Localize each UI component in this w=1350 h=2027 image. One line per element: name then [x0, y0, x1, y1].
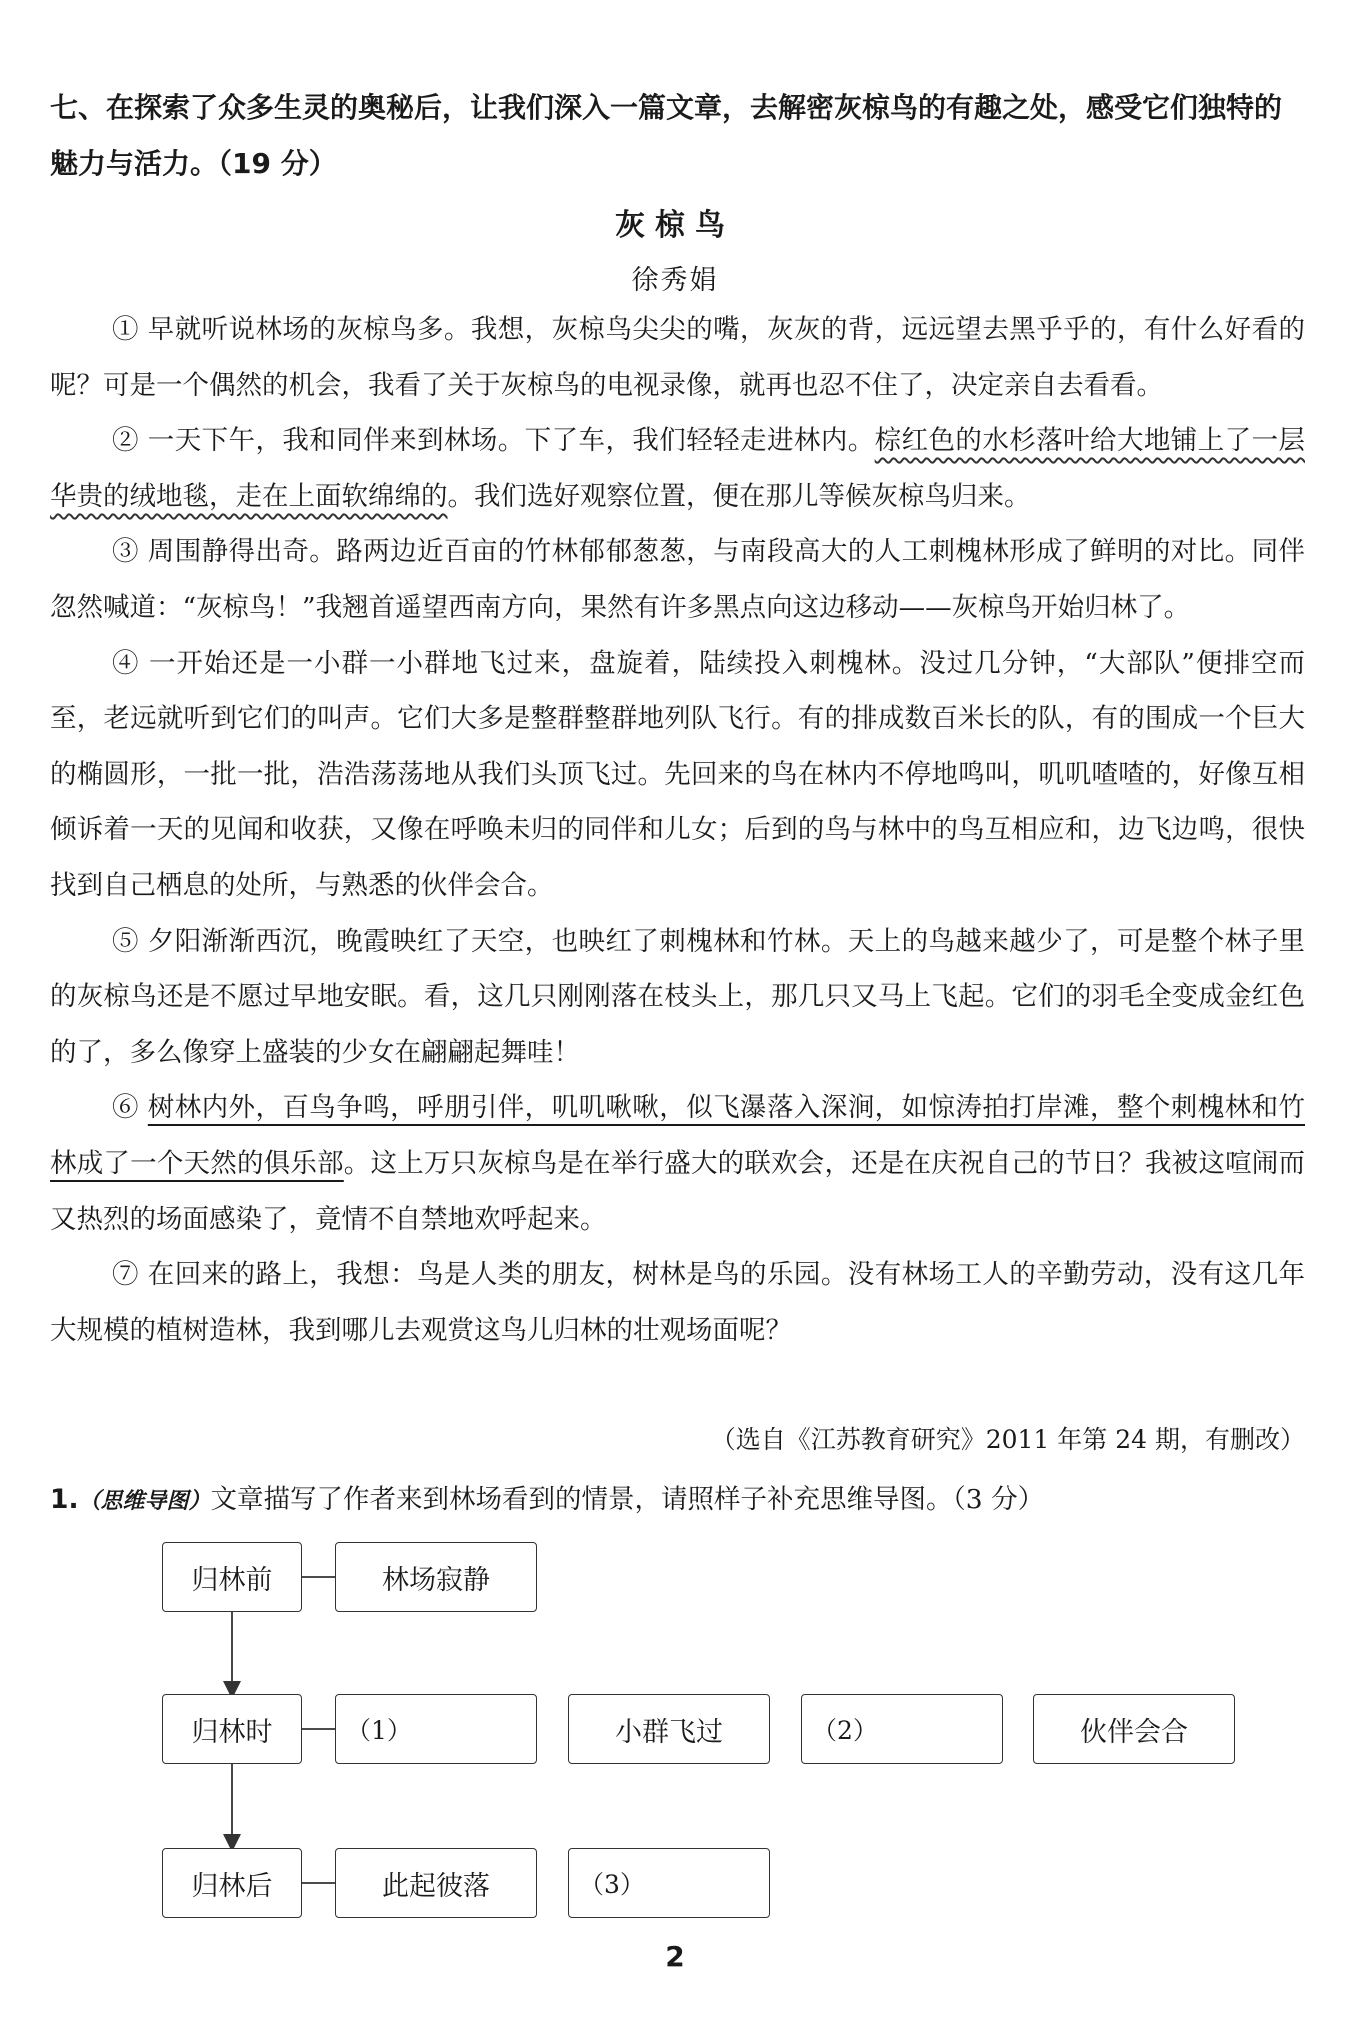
mindmap-item-join-companions: 伙伴会合	[1033, 1694, 1235, 1764]
paragraph-2-start: ② 一天下午，我和同伴来到林场。下了车，我们轻轻走进林内。	[112, 425, 875, 457]
mindmap-blank-3[interactable]: （3）	[568, 1848, 770, 1918]
mindmap-item-quiet-forest: 林场寂静	[335, 1542, 537, 1612]
paragraph-6-end: 。这上万只灰椋鸟是在举行盛大的联欢会，还是在庆祝自己的节日？我被这喧闹而又热烈的场面感染了，竟情不自禁地欢呼起来。	[50, 1147, 1306, 1235]
paragraph-4: ④ 一开始还是一小群一小群地飞过来，盘旋着，陆续投入刺槐林。没过几分钟，“大部队”便排空而至，老远就听到它们的叫声。它们大多是整群整群地列队飞行。有的排成数百米长的队，有的围成一个巨大的椭圆形，一批一批，浩浩荡荡地从我们头顶飞过。先回来的鸟在林内不停地鸣叫，叽叽喳喳的，好像互相倾诉着一天的见闻和收获，又像在呼唤未归的同伴和儿女；后到的鸟与林中的鸟互相应和，边飞边鸣，很快找到自己栖息的处所，与熟悉的伙伴会合。	[50, 647, 1305, 901]
question-text: 文章描写了作者来到林场看到的情景，请照样子补充思维导图。（3 分）	[210, 1484, 1045, 1515]
mindmap-item-rise-and-fall: 此起彼落	[335, 1848, 537, 1918]
mindmap-stage-after: 归林后	[162, 1848, 302, 1918]
paragraph-2	[50, 413, 1305, 524]
paragraph-6-number: ⑥	[112, 1092, 148, 1124]
paragraph-7: ⑦ 在回来的路上，我想：鸟是人类的朋友，树林是鸟的乐园。没有林场工人的辛勤劳动，没有这几年大规模的植树造林，我到哪儿去观赏这鸟儿归林的壮观场面呢？	[50, 1259, 1305, 1346]
article-body	[50, 302, 1305, 1358]
section-heading: 七、在探索了众多生灵的奥秘后，让我们深入一篇文章，去解密灰椋鸟的有趣之处，感受它们独特的魅力与活力。（19 分）	[50, 91, 1283, 180]
mindmap-stage-before: 归林前	[162, 1542, 302, 1612]
question-1	[50, 1480, 1300, 1522]
article-title: 灰椋鸟	[615, 208, 735, 243]
paragraph-2-end: 。我们选好观察位置，便在那儿等候灰椋鸟归来。	[447, 480, 1031, 512]
mindmap-blank-1[interactable]: （1）	[335, 1694, 537, 1764]
wavy-underlined-sentence: 棕红色的水杉落叶给大地铺上了一层华贵的绒地毯，走在上面软绵绵的	[50, 425, 1305, 512]
mindmap-item-small-groups: 小群飞过	[568, 1694, 770, 1764]
article-source: （选自《江苏教育研究》2011 年第 24 期，有删改）	[710, 1425, 1305, 1454]
paragraph-1: ① 早就听说林场的灰椋鸟多。我想，灰椋鸟尖尖的嘴，灰灰的背，远远望去黑乎乎的，有什么好看的呢？可是一个偶然的机会，我看了关于灰椋鸟的电视录像，就再也忍不住了，决定亲自去看看。	[50, 314, 1305, 401]
page-number: 2	[665, 1940, 685, 1973]
underlined-sentence: 树林内外，百鸟争鸣，呼朋引伴，叽叽啾啾，似飞瀑落入深涧，如惊涛拍打岸滩，整个刺槐林和竹林成了一个天然的俱乐部	[50, 1092, 1305, 1179]
paragraph-3: ③ 周围静得出奇。路两边近百亩的竹林郁郁葱葱，与南段高大的人工刺槐林形成了鲜明的对比。同伴忽然喊道：“灰椋鸟！”我翘首遥望西南方向，果然有许多黑点向这边移动——灰椋鸟开始归林了。	[50, 536, 1305, 623]
question-number: 1.	[50, 1484, 79, 1515]
paragraph-6	[50, 1080, 1305, 1247]
article-author: 徐秀娟	[631, 265, 719, 296]
mindmap-stage-during: 归林时	[162, 1694, 302, 1764]
question-tag: （思维导图）	[78, 1489, 211, 1514]
paragraph-5: ⑤ 夕阳渐渐西沉，晚霞映红了天空，也映红了刺槐林和竹林。天上的鸟越来越少了，可是整个林子里的灰椋鸟还是不愿过早地安眠。看，这几只刚刚落在枝头上，那几只又马上飞起。它们的羽毛全变成金红色的了，多么像穿上盛装的少女在翩翩起舞哇！	[50, 925, 1305, 1068]
mindmap-blank-2[interactable]: （2）	[801, 1694, 1003, 1764]
